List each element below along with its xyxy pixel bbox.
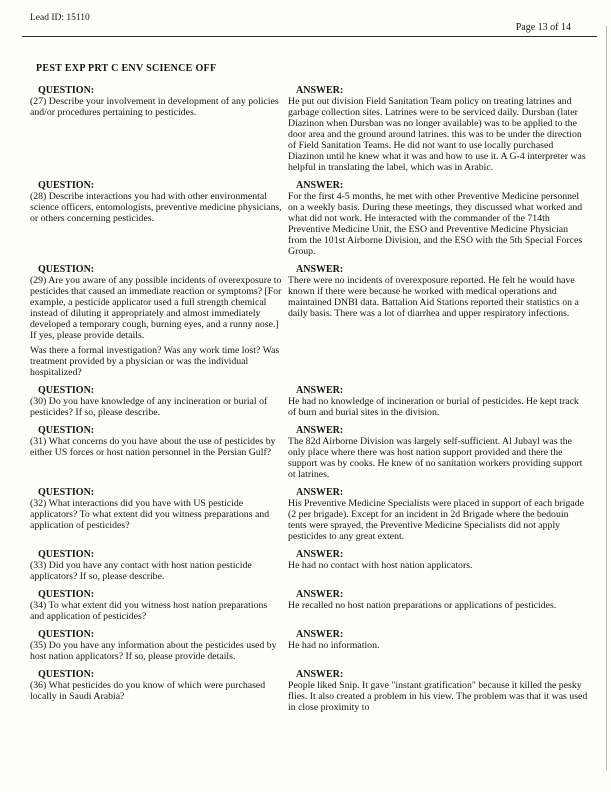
answer-label: ANSWER: bbox=[296, 85, 344, 96]
question-column bbox=[30, 264, 288, 378]
question-column bbox=[30, 629, 288, 662]
question-label: QUESTION: bbox=[38, 385, 95, 396]
answer-label: ANSWER: bbox=[296, 629, 344, 640]
qa-block-29 bbox=[30, 264, 589, 378]
question-label: QUESTION: bbox=[38, 549, 95, 560]
answer-column bbox=[288, 85, 589, 173]
answer-text: He had no information. bbox=[288, 640, 380, 651]
answer-column bbox=[288, 264, 589, 319]
answer-label: ANSWER: bbox=[296, 487, 344, 498]
qa-block-31 bbox=[30, 425, 589, 480]
answer-label: ANSWER: bbox=[296, 264, 344, 275]
question-text: (34) To what extent did you witness host nation preparations and application of pesticides? bbox=[30, 600, 268, 622]
answer-column bbox=[288, 385, 589, 418]
answer-column bbox=[288, 589, 589, 611]
qa-block-33 bbox=[30, 549, 589, 582]
answer-text: There were no incidents of overexposure reported. He felt he would have known if there were because he worked with medical operations and maintained DNBI data. Battalion Aid Stations reported their statistics on a daily basis. There was a lot of diarrhea and upper respiratory infections. bbox=[288, 275, 579, 319]
qa-block-35 bbox=[30, 629, 589, 662]
qa-block-36 bbox=[30, 669, 589, 713]
question-column bbox=[30, 669, 288, 702]
question-label: QUESTION: bbox=[38, 85, 95, 96]
answer-text: He had no contact with host nation applicators. bbox=[288, 560, 473, 571]
answer-label: ANSWER: bbox=[296, 425, 344, 436]
qa-block-27 bbox=[30, 85, 589, 173]
question-label: QUESTION: bbox=[38, 589, 95, 600]
question-text: (32) What interactions did you have with US pesticide applicators? To what extent did you witness preparations and application of pesticides? bbox=[30, 498, 270, 531]
answer-label: ANSWER: bbox=[296, 180, 344, 191]
answer-label: ANSWER: bbox=[296, 669, 344, 680]
question-column bbox=[30, 549, 288, 582]
answer-column bbox=[288, 180, 589, 257]
qa-block-34 bbox=[30, 589, 589, 622]
lead-id: Lead ID: 15110 bbox=[30, 13, 90, 23]
question-column bbox=[30, 487, 288, 531]
question-label: QUESTION: bbox=[38, 180, 95, 191]
question-text: (30) Do you have knowledge of any incineration or burial of pesticides? If so, please describe. bbox=[30, 396, 268, 418]
question-column bbox=[30, 425, 288, 458]
section-title: PEST EXP PRT C ENV SCIENCE OFF bbox=[36, 63, 217, 74]
qa-block-28 bbox=[30, 180, 589, 257]
question-text: (31) What concerns do you have about the use of pesticides by either US forces or host nation personnel in the Persian Gulf? bbox=[30, 436, 276, 458]
qa-block-30 bbox=[30, 385, 589, 418]
answer-text: For the first 4-5 months, he met with other Preventive Medicine personnel on a weekly basis. During these meetings, they discussed what worked and what did not work. He interacted with the commander of the 714th Preventive Medicine Unit, the ESO and Preventive Medicine Physician from the 101st Airborne Division, and the ESO with the 5th Special Forces Group. bbox=[288, 191, 583, 257]
answer-text: He put out division Field Sanitation Team policy on treating latrines and garbage collection sites. Latrines were to be serviced daily. Dursban (later Diazinon when Dursban was no longer available) was to be applied to the door area and the ground around latrines. this was to be under the direction of Field Sanitation Teams. He did not want to use locally purchased Diazinon until he knew what it was and how to use it. A G-4 interpreter was helpful in translating the label, which was in Arabic. bbox=[288, 96, 586, 173]
answer-column bbox=[288, 487, 589, 542]
scan-edge-line bbox=[606, 26, 607, 770]
question-label: QUESTION: bbox=[38, 669, 95, 680]
question-label: QUESTION: bbox=[38, 425, 95, 436]
question-column bbox=[30, 385, 288, 418]
answer-label: ANSWER: bbox=[296, 549, 344, 560]
question-text: (36) What pesticides do you know of which were purchased locally in Saudi Arabia? bbox=[30, 680, 266, 702]
question-text: (33) Did you have any contact with host nation pesticide applicators? If so, please describe. bbox=[30, 560, 252, 582]
question-text: (27) Describe your involvement in development of any policies and/or procedures pertaining to pesticides. bbox=[30, 96, 279, 118]
answer-label: ANSWER: bbox=[296, 589, 344, 600]
question-text: (28) Describe interactions you had with other environmental science officers, entomologists, preventive medicine physicians, or others concerning pesticides. bbox=[30, 191, 282, 224]
answer-label: ANSWER: bbox=[296, 385, 344, 396]
answer-column bbox=[288, 425, 589, 480]
qa-list bbox=[30, 85, 589, 713]
answer-text: The 82d Airborne Division was largely self-sufficient. Al Jubayl was the only place where there was host nation support provided and there the support was by cooks. He knew of no sanitation workers providing support ot latrines. bbox=[288, 436, 583, 480]
answer-text: People liked Snip. It gave "instant gratification" because it killed the pesky flies. It also created a problem in his view. The problem was that it was used in close proximity to bbox=[288, 680, 588, 713]
answer-text: He had no knowledge of incineration or burial of pesticides. He kept track of burn and burial sites in the division. bbox=[288, 396, 579, 418]
qa-block-32 bbox=[30, 487, 589, 542]
page-number: Page 13 of 14 bbox=[515, 22, 571, 33]
answer-column bbox=[288, 549, 589, 571]
question-text: (35) Do you have any information about the pesticides used by host nation applicators? If so, please provide details. bbox=[30, 640, 277, 662]
answer-text: He recalled no host nation preparations or applications of pesticides. bbox=[288, 600, 557, 611]
question-column bbox=[30, 589, 288, 622]
question-followup-text: Was there a formal investigation? Was any work time lost? Was treatment provided by a physician or was the individual hospitalized? bbox=[30, 345, 280, 378]
question-column bbox=[30, 85, 288, 118]
document-header bbox=[30, 13, 589, 33]
header-divider bbox=[22, 36, 597, 37]
question-label: QUESTION: bbox=[38, 264, 95, 275]
question-label: QUESTION: bbox=[38, 487, 95, 498]
question-label: QUESTION: bbox=[38, 629, 95, 640]
answer-text: His Preventive Medicine Specialists were placed in support of each brigade (2 per brigade). Except for an incident in 2d Brigade where the bedouin tents were sprayed, the Preventive Medicine Specialists did not apply pesticides to any great extent. bbox=[288, 498, 584, 542]
answer-column bbox=[288, 629, 589, 651]
question-column bbox=[30, 180, 288, 224]
question-text: (29) Are you aware of any possible incidents of overexposure to pesticides that caused an immediate reaction or symptoms? [For example, a pesticide applicator used a full strength chemical instead of diluting it appropriately and almost immediately developed a temporary cough, burning eyes, and a runny nose.] If yes, please provide details. bbox=[30, 275, 282, 341]
answer-column bbox=[288, 669, 589, 713]
